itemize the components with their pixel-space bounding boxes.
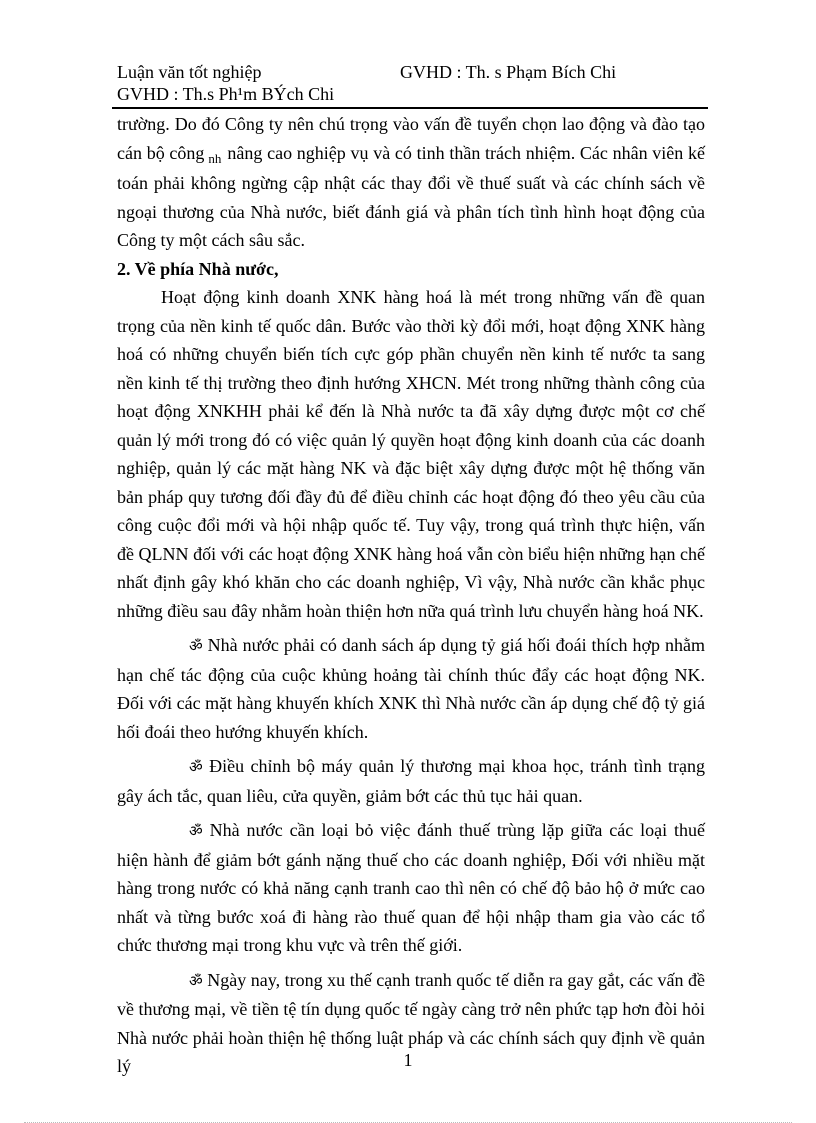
paragraph-1-subscript: nh: [208, 150, 222, 166]
om-bullet-icon: ॐ: [189, 758, 203, 776]
om-bullet-icon: ॐ: [189, 971, 203, 990]
paragraph-1-text-a: trường. Do đó Công ty nên chú trọng vào vấn đề tuyển chọn lao động và đào tạo cán bộ công: [117, 114, 705, 163]
paragraph-1-text-b: nâng cao nghiệp vụ và có tinh thần trách nhiệm. Các nhân viên kế toán phải không ngừng cập nhật các thay đổi về thuế suất và các chính sách về ngoại thương của Nhà nước, biết đánh giá và phân tích tình hình hoạt động của Công ty một cách sâu sắc.: [117, 142, 706, 250]
header-rule: [112, 107, 708, 109]
paragraph-2: Hoạt động kinh doanh XNK hàng hoá là mét trong những vấn đề quan trọng của nền kinh tế quốc dân. Bước vào thời kỳ đổi mới, hoạt động XNK hàng hoá có những chuyển biến tích cực góp phần chuyển nền kinh tế nước ta sang nền kinh tế thị trường theo định hướng XHCN. Mét trong những thành công của hoạt động XNKHH phải kể đến là Nhà nước ta đã xây dựng được một cơ chế quản lý mới trong đó có việc quản lý quyền hoạt động kinh doanh của các doanh nghiệp, quản lý các mặt hàng NK và đặc biệt xây dựng được một hệ thống văn bản pháp quy tương đối đầy đủ để điều chỉnh các hoạt động đó theo yêu cầu của công cuộc đổi mới và hội nhập quốc tế. Tuy vậy, trong quá trình thực hiện, vấn đề QLNN đối với các hoạt động XNK hàng hoá vẫn còn biểu hiện những hạn chế nhất định gây khó khăn cho các doanh nghiệp, Vì vậy, Nhà nước cần khắc phục những điều sau đây nhằm hoàn thiện hơn nữa quá trình lưu chuyển hàng hoá NK.: [117, 287, 705, 621]
thesis-title: Luận văn tốt nghiệp: [117, 62, 262, 82]
supervisor-header-garbled: GVHD : Th.s Ph¹m BÝch Chi: [117, 84, 335, 104]
om-bullet-icon: ॐ: [189, 637, 203, 655]
bullet-item-3: [117, 816, 705, 960]
supervisor-header: GVHD : Th. s Phạm Bích Chi: [400, 62, 617, 82]
document-body: [117, 110, 705, 1081]
bullet-item-4-text: Ngày nay, trong xu thế cạnh tranh quốc tế diễn ra gay gắt, các vấn đề về thương mại, về tiền tệ tín dụng quốc tế ngày càng trở nên phức tạp hơn đòi hỏi Nhà nước phải hoàn thiện hệ thống luật pháp và các chính sách quy định về quản lý: [117, 969, 705, 1076]
bullet-item-2-text: Điều chỉnh bộ máy quản lý thương mại khoa học, tránh tình trạng gây ách tắc, quan liêu, cửa quyền, giảm bớt các thủ tục hải quan.: [117, 756, 705, 806]
bullet-item-1-text: Nhà nước phải có danh sách áp dụng tỷ giá hối đoái thích hợp nhằm hạn chế tác động của cuộc khủng hoảng tài chính thúc đẩy các hoạt động NK. Đối với các mặt hàng khuyến khích XNK thì Nhà nước cần áp dụng chế độ tỷ giá hối đoái theo hướng khuyến khích.: [117, 635, 705, 742]
paragraph-1: [117, 110, 705, 255]
bullet-item-1: [117, 631, 705, 746]
page-number: 1: [403, 1050, 413, 1070]
section-heading: 2. Về phía Nhà nước,: [117, 258, 279, 279]
bullet-item-2: [117, 752, 705, 810]
om-bullet-icon: ॐ: [189, 822, 203, 840]
bullet-item-3-text: Nhà nước cần loại bỏ việc đánh thuế trùng lặp giữa các loại thuế hiện hành để giảm bớt gánh nặng thuế cho các doanh nghiệp, Đối với nhiều mặt hàng trong nước có khả năng cạnh tranh cao thì nên có chế độ bảo hộ ở mức cao nhất và từng bước xoá đi hàng rào thuế quan để hội nhập tham gia vào các tổ chức thương mại trong khu vực và trên thế giới.: [117, 820, 705, 955]
